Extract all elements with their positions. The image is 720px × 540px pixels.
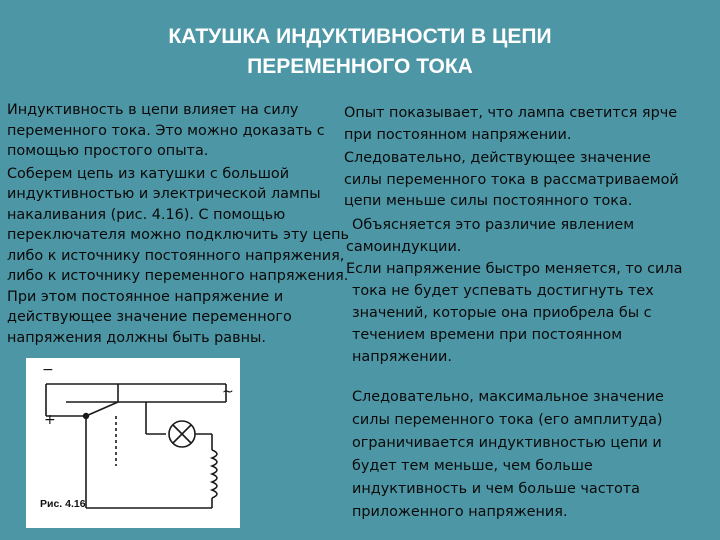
right-paragraph-conclusion (352, 386, 702, 524)
text-line: При этом постоянное напряжение и (7, 288, 284, 305)
text-line: действующее значение переменного (7, 309, 292, 325)
circuit-figure (26, 358, 240, 528)
text-line: ограничивается индуктивностью цепи и (352, 435, 662, 451)
slide-title (0, 22, 720, 82)
text-line: Следовательно, максимальное значение (352, 389, 664, 405)
tilde-sign: ~ (222, 384, 234, 400)
text-line: Следовательно, действующее значение (344, 150, 651, 166)
text-line: тока не будет успевать достигнуть тех (352, 283, 654, 299)
text-line: значений, которые она приобрела бы с (352, 305, 652, 321)
text-line: течением времени при постоянном (352, 327, 623, 343)
text-line: силы переменного тока в рассматриваемой (344, 171, 679, 188)
text-line: напряжения должны быть равны. (7, 329, 266, 346)
text-line: Опыт показывает, что лампа светится ярче (344, 105, 678, 121)
inductor-coil (212, 450, 217, 498)
figure-caption: Рис. 4.16 (40, 498, 86, 510)
minus-sign: − (42, 362, 54, 378)
text-line: переменного тока. Это можно доказать с (7, 122, 325, 139)
plus-sign: + (44, 412, 56, 428)
text-line: Если напряжение быстро меняется, то сила (346, 261, 683, 277)
text-line: напряжении. (352, 349, 452, 365)
text-line: либо к источнику постоянного напряжения, (7, 247, 345, 264)
text-line: Индуктивность в цепи влияет на силу (7, 102, 299, 118)
text-line: цепи меньше силы постоянного тока. (344, 193, 633, 209)
slide-title-line-2: ПЕРЕМЕННОГО ТОКА (247, 55, 473, 78)
text-line: самоиндукции. (346, 239, 462, 255)
text-line: переключателя можно подключить эту цепь (7, 227, 350, 243)
text-line: либо к источнику переменного напряжения. (7, 268, 349, 284)
text-line: Соберем цепь из катушки с большой (7, 165, 290, 182)
left-paragraph (7, 100, 352, 348)
text-line: при постоянном напряжении. (344, 126, 572, 143)
switch-lever (86, 402, 118, 416)
text-line: будет тем меньше, чем больше (352, 458, 593, 474)
text-line: индуктивностью и электрической лампы (7, 186, 321, 202)
text-line: приложенного напряжения. (352, 504, 568, 520)
right-paragraph-experiment-result (344, 102, 714, 214)
text-line: накаливания (рис. 4.16). С помощью (7, 206, 286, 223)
right-paragraph-self-induction (346, 210, 712, 368)
text-line: индуктивность и чем больше частота (352, 481, 640, 497)
slide-title-line-1: КАТУШКА ИНДУКТИВНОСТИ В ЦЕПИ (168, 25, 552, 48)
text-line: помощью простого опыта. (7, 143, 209, 159)
text-line: силы переменного тока (его амплитуда) (352, 412, 663, 428)
text-line: Объясняется это различие явлением (352, 217, 635, 233)
